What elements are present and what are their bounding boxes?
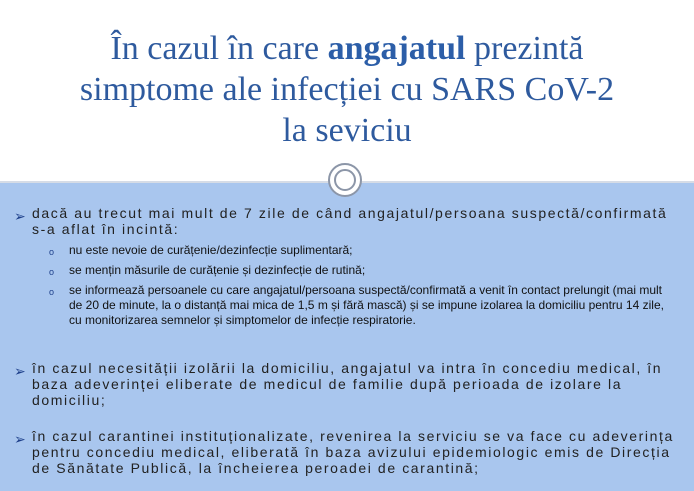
title-emphasis: angajatul xyxy=(327,30,466,67)
content-area xyxy=(0,183,694,491)
title-part2: prezintă xyxy=(465,30,584,67)
title-line2: simptome ale infecției cu SARS CoV-2 xyxy=(79,71,615,108)
bullet-marker: ➢ xyxy=(14,208,26,224)
title-line3: la seviciu xyxy=(282,112,412,149)
bullet-text: în cazul carantinei instituționalizate, revenirea la serviciu se va face cu adeverința pentru concediu medical, eliberată în baza avizului epidemiologic emis de Direcția de Sănătate Publică, la încheierea peroadei de carantină; xyxy=(32,428,674,476)
sub-bullet-marker: o xyxy=(49,287,55,297)
sub-bullet-marker: o xyxy=(49,247,55,257)
bullet-marker: ➢ xyxy=(14,363,26,379)
bullet-text: în cazul necesității izolării la domiciliu, angajatul va intra în concediu medical, în baza adeverinței eliberate de medicul de familie după perioada de izolare la domiciliu; xyxy=(32,360,663,408)
sub-item-text: se mențin măsurile de curățenie și dezinfecție de rutină; xyxy=(69,263,366,277)
circle-ornament xyxy=(328,163,362,197)
title-part1: În cazul în care xyxy=(110,30,328,67)
bullet-marker: ➢ xyxy=(14,431,26,447)
sub-bullet-marker: o xyxy=(49,267,55,277)
bullet-text: dacă au trecut mai mult de 7 zile de când angajatul/persoana suspectă/confirmată s-a aflat în incintă: xyxy=(32,205,668,237)
sub-item-text: nu este nevoie de curățenie/dezinfecție suplimentară; xyxy=(69,243,353,257)
sub-item-text: se informează persoanele cu care angajatul/persoana suspectă/confirmată a venit în contact prelungit (mai mult de 20 de minute, la o distanță mai mica de 1,5 m și fără mască) și se impune izolarea la domiciliu pentru 14 zile, cu monitorizarea semnelor și simptomelor de infecție respiratorie. xyxy=(69,283,664,327)
slide-title xyxy=(30,28,664,151)
title-area xyxy=(0,0,694,181)
circle-ornament-inner xyxy=(334,169,356,191)
